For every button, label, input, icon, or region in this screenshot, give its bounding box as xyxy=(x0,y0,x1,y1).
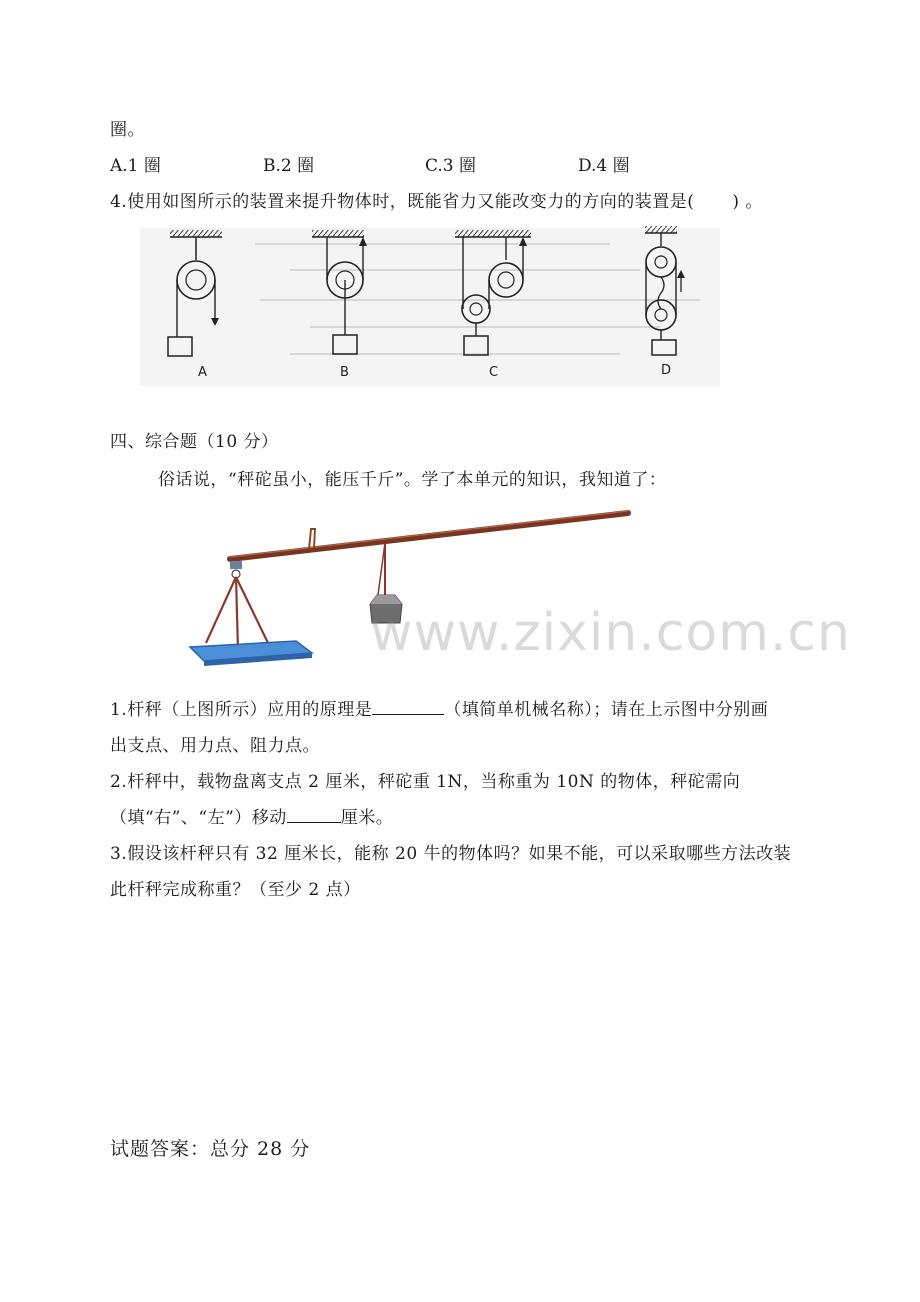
q3-option-c: C.3 圈 xyxy=(425,156,477,176)
s4-q2-line1: 2.杆秤中，载物盘离支点 2 厘米，秤砣重 1N，当称重为 10N 的物体，秤砣需向 xyxy=(110,772,741,792)
figure-background xyxy=(140,228,720,386)
s4-q1-text-b: （填简单机械名称）；请在上示图中分别画 xyxy=(444,700,769,720)
q3-tail-text: 圈。 xyxy=(110,120,145,140)
label-d: D xyxy=(661,363,672,378)
label-a: A xyxy=(198,365,207,380)
pulley-figure xyxy=(140,222,720,390)
q4-stem xyxy=(110,190,763,214)
s4-q2-blank xyxy=(287,806,341,823)
s4-q2-line2 xyxy=(110,806,393,830)
pan-hook xyxy=(230,561,242,569)
q3-option-b: B.2 圈 xyxy=(263,156,315,176)
s4-q1-line2: 出支点、用力点、阻力点。 xyxy=(110,736,320,756)
label-b: B xyxy=(340,365,349,380)
steelyard-beam xyxy=(230,513,628,559)
pulley-diagram xyxy=(140,222,720,390)
label-c: C xyxy=(489,365,499,380)
section4-heading: 四、综合题（10 分） xyxy=(110,432,279,452)
s4-q1-blank xyxy=(372,698,444,715)
watermark: www.zixin.com.cn xyxy=(370,603,851,663)
s4-q3-line2: 此杆秤完成称重？（至少 2 点） xyxy=(110,880,361,900)
s4-q1-line1 xyxy=(110,698,768,722)
q3-option-d: D.4 圈 xyxy=(578,156,630,176)
fulcrum-loop xyxy=(309,529,315,549)
s4-q2-text-c: 厘米。 xyxy=(340,808,394,828)
q4-stem-text: 4.使用如图所示的装置来提升物体时，既能省力又能改变力的方向的装置是( xyxy=(110,192,695,212)
q4-stem-end: ) 。 xyxy=(732,192,763,212)
section4-intro: 俗话说，“秤砣虽小，能压千斤”。学了本单元的知识，我知道了： xyxy=(158,470,667,490)
s4-q1-text-a: 1.杆秤（上图所示）应用的原理是 xyxy=(110,700,373,720)
answer-header: 试题答案：总分 28 分 xyxy=(110,1138,311,1160)
q3-option-a: A.1 圈 xyxy=(110,156,161,176)
s4-q3-line1: 3.假设该杆秤只有 32 厘米长，能称 20 牛的物体吗？如果不能，可以采取哪些方法改装 xyxy=(110,844,792,864)
s4-q2-text-b: （填“右”、“左”）移动 xyxy=(110,808,287,828)
